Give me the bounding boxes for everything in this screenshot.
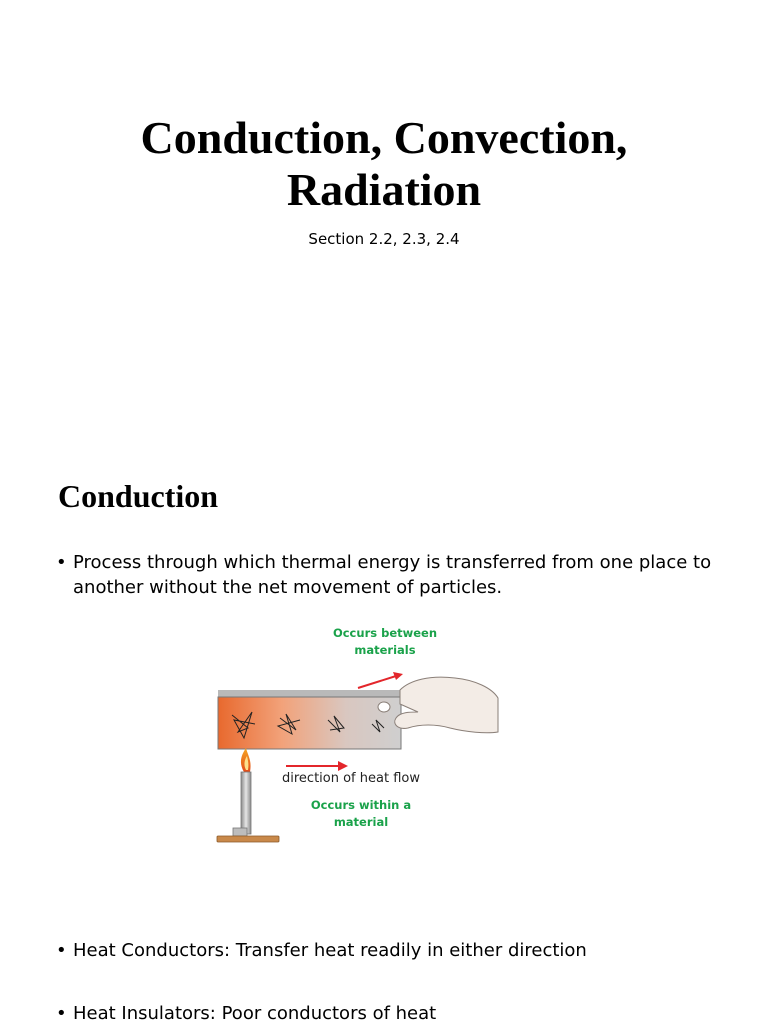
burner-valve [233, 828, 247, 836]
burner-tube [241, 772, 251, 834]
slide-title-line-1: Conduction, Convection, [140, 112, 628, 163]
conduction-diagram [200, 620, 520, 860]
fingernail [378, 702, 390, 712]
label-occurs-between: Occurs between materials [332, 626, 438, 657]
bullet-insulators: • Heat Insulators: Poor conductors of heat [56, 1001, 733, 1026]
label-heat-flow: direction of heat flow [282, 771, 420, 786]
hand [395, 677, 498, 733]
arrow-heat-flow-head [338, 761, 348, 771]
bullet-conductors: • Heat Conductors: Transfer heat readily in either direction [56, 938, 733, 963]
slide-title [0, 112, 768, 216]
arrow-between-head [393, 672, 403, 680]
slide-subtitle: Section 2.2, 2.3, 2.4 [308, 230, 460, 248]
burner-base [217, 836, 279, 842]
arrow-between-materials [358, 676, 396, 688]
section-heading: Conduction [58, 478, 219, 514]
slide-title-line-2: Radiation [286, 164, 482, 215]
label-occurs-within: Occurs within a material [310, 798, 412, 829]
metal-bar [218, 697, 401, 749]
bullet-definition: • Process through which thermal energy is transferred from one place to another without the net movement of particles. [56, 550, 733, 600]
